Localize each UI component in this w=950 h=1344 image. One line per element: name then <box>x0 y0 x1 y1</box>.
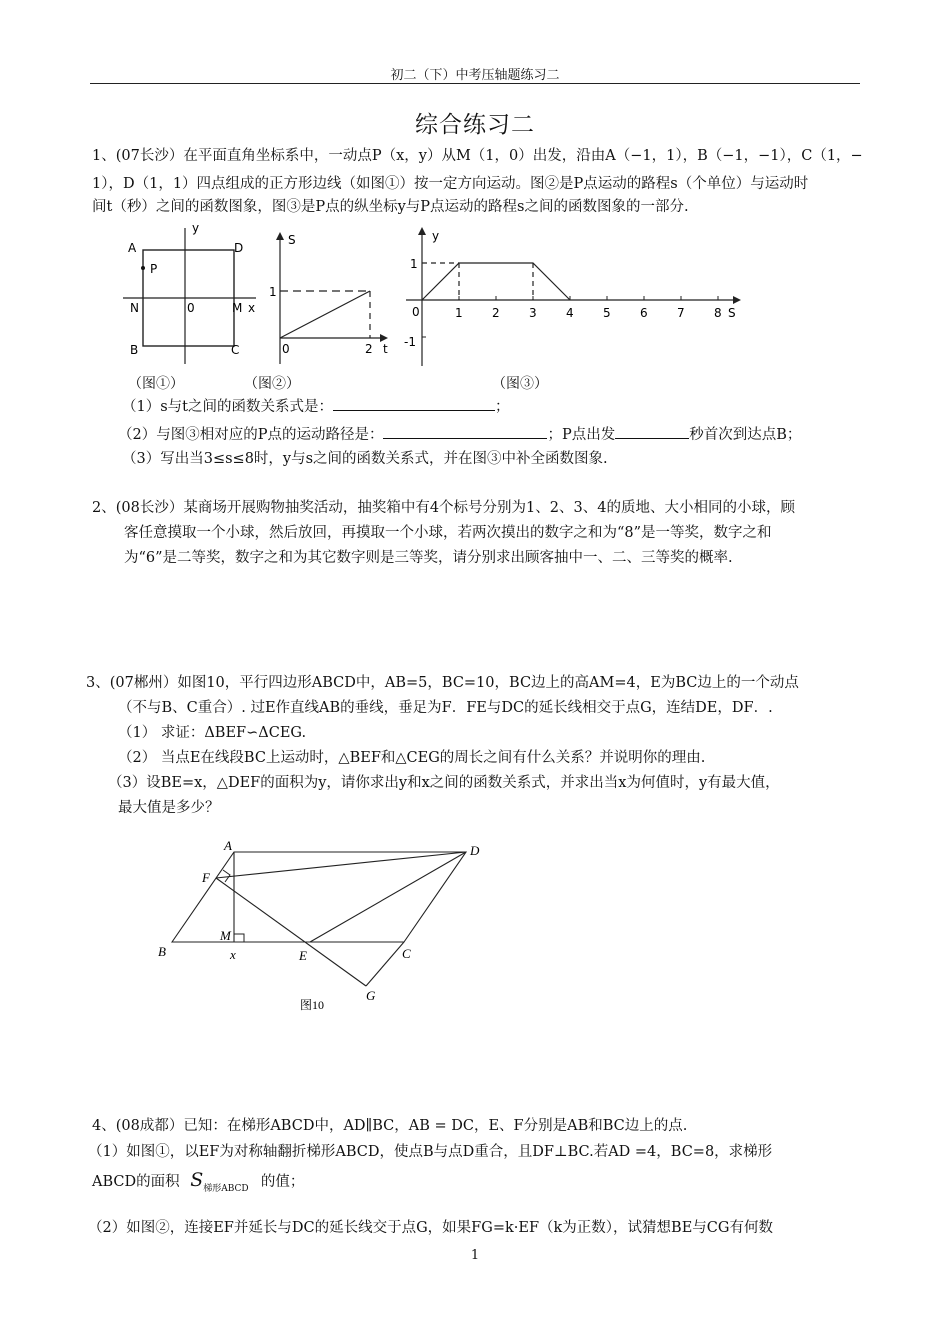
q2-line1: 2、(08长沙）某商场开展购物抽奖活动，抽奖箱中有4个标号分别为1、2、3、4的质地、大小相同的小球，顾 <box>92 500 795 516</box>
q4-line3 <box>92 1170 304 1194</box>
q3-line6: 最大值是多少？ <box>118 800 220 816</box>
fig10-C: C <box>402 946 411 961</box>
q1-sub2 <box>118 424 801 445</box>
q4-line4: （2）如图②，连接EF并延长与DC的延长线交于点G，如果FG=k·EF（k为正数），试猜想BE与CG有何数 <box>88 1220 773 1236</box>
page-number: 1 <box>470 1248 480 1263</box>
q3-line3: （1） 求证：ΔBEF∽ΔCEG. <box>118 725 307 741</box>
fig3-zero: 0 <box>412 305 420 319</box>
q1-sub1-num: （1） <box>122 399 161 415</box>
fig3-one: 1 <box>410 257 418 271</box>
fig2-zero: 0 <box>282 342 290 356</box>
q3-line1: 3、(07郴州）如图10，平行四边形ABCD中，AB=5，BC=10，BC边上的高AM=4，E为BC边上的一个动点 <box>86 675 799 691</box>
fig3-y-label: y <box>432 229 440 243</box>
q3-figure-10 <box>150 834 500 1044</box>
q4-area-S: S <box>190 1169 204 1191</box>
q1-sub2-mid: ；P点出发 <box>547 427 616 443</box>
fig2-t-label: t <box>383 342 388 356</box>
header-rule <box>90 83 860 84</box>
q1-sub2-path-blank[interactable] <box>383 424 547 439</box>
fig10-A: A <box>224 838 232 853</box>
q1-line2: 1），D（1，1）四点组成的正方形边线（如图①）按一定方向运动。图②是P点运动的路程s（个单位）与运动时 <box>92 176 809 192</box>
q3-line4: （2） 当点E在线段BC上运动时，△BEF和△CEG的周长之间有什么关系？并说明你的理由. <box>118 750 706 766</box>
fig1-O: 0 <box>187 301 195 315</box>
q4-line1: 4、(08成都）已知：在梯形ABCD中，AD∥BC，AB = DC，E、F分别是AB和BC边上的点. <box>92 1118 688 1134</box>
fig3-tick-label: 4 <box>566 306 574 320</box>
fig2-two: 2 <box>365 342 373 356</box>
fig10-x: x <box>230 947 236 962</box>
fig2-one: 1 <box>269 285 277 299</box>
q1-sub2-time-blank[interactable] <box>615 424 689 439</box>
q1-figure-1 <box>118 218 268 366</box>
fig10-B: B <box>158 944 166 959</box>
q4-area-symbol <box>190 1170 256 1194</box>
q1-figure-2 <box>264 228 394 368</box>
fig1-M: M <box>232 301 243 315</box>
fig3-tick-label: 8 <box>714 306 722 320</box>
fig3-tick-label: 7 <box>677 306 685 320</box>
page-header: 初二（下）中考压轴题练习二 <box>390 68 560 83</box>
fig1-caption: （图①） <box>128 376 184 392</box>
fig10-E: E <box>299 948 307 963</box>
fig2-S-label: S <box>288 233 296 247</box>
q2-line3: 为“6”是二等奖，数字之和为其它数字则是三等奖，请分别求出顾客抽中一、二、三等奖的概率. <box>124 550 733 566</box>
fig10-F: F <box>202 870 210 885</box>
fig1-C: C <box>231 343 240 357</box>
fig1-A: A <box>128 241 137 255</box>
q1-figure-3 <box>398 222 748 368</box>
fig2-caption: （图②） <box>244 376 300 392</box>
q4-line3-end: 的值； <box>260 1174 305 1190</box>
q1-line1: 1、(07长沙）在平面直角坐标系中，一动点P（x，y）从M（1，0）出发，沿由A（−1，1），B（−1，−1），C（1，− <box>92 148 863 164</box>
fig1-N: N <box>130 301 139 315</box>
page-title: 综合练习二 <box>415 112 535 138</box>
fig1-D: D <box>234 241 244 255</box>
q1-sub1-answer-blank[interactable] <box>333 396 495 411</box>
fig10-G: G <box>366 988 376 1003</box>
q4-line2: （1）如图①，以EF为对称轴翻折梯形ABCD，使点B与点D重合，且DF⊥BC.若AD =4，BC=8，求梯形 <box>88 1144 773 1160</box>
q4-area-subscript: 梯形ABCD <box>203 1184 249 1194</box>
fig1-B: B <box>130 343 139 357</box>
fig1-x-label: x <box>248 301 256 315</box>
q3-line5: （3）设BE=x，△DEF的面积为y，请你求出y和x之间的函数关系式，并求出当x为何值时，y有最大值， <box>108 775 780 791</box>
fig3-caption: （图③） <box>492 376 548 392</box>
q1-sub1-text: s与t之间的函数关系式是： <box>160 399 334 415</box>
q1-line3: 间t（秒）之间的函数图象，图③是P点的纵坐标y与P点运动的路程s之间的函数图象的一部分. <box>92 199 689 215</box>
fig3-neg-one: -1 <box>404 335 416 349</box>
q2-line2: 客任意摸取一个小球，然后放回，再摸取一个小球，若两次摸出的数字之和为“8”是一等奖，数字之和 <box>124 525 772 541</box>
fig1-y-label: y <box>192 221 200 235</box>
fig3-tick-label: 3 <box>529 306 537 320</box>
fig10-M: M <box>220 928 231 943</box>
q1-sub1-end: ； <box>495 399 510 415</box>
fig10-D: D <box>470 843 480 858</box>
fig3-tick-label: 1 <box>455 306 463 320</box>
fig1-P: P <box>150 262 158 276</box>
q1-sub1 <box>122 396 510 417</box>
q4-line3-text: ABCD的面积 <box>92 1174 180 1190</box>
q1-sub2-text: （2）与图③相对应的P点的运动路径是： <box>118 427 384 443</box>
fig3-tick-label: 6 <box>640 306 648 320</box>
fig3-S-label: S <box>728 306 736 320</box>
fig3-tick-label: 2 <box>492 306 500 320</box>
q3-line2: （不与B、C重合）. 过E作直线AB的垂线，垂足为F．FE与DC的延长线相交于点G，连结DE，DF．. <box>118 700 773 716</box>
fig10-caption: 图10 <box>300 998 325 1012</box>
q1-sub3: （3）写出当3≤s≤8时，y与s之间的函数关系式，并在图③中补全函数图象. <box>122 451 608 467</box>
fig3-tick-label: 5 <box>603 306 611 320</box>
q1-sub2-end: 秒首次到达点B； <box>689 427 802 443</box>
